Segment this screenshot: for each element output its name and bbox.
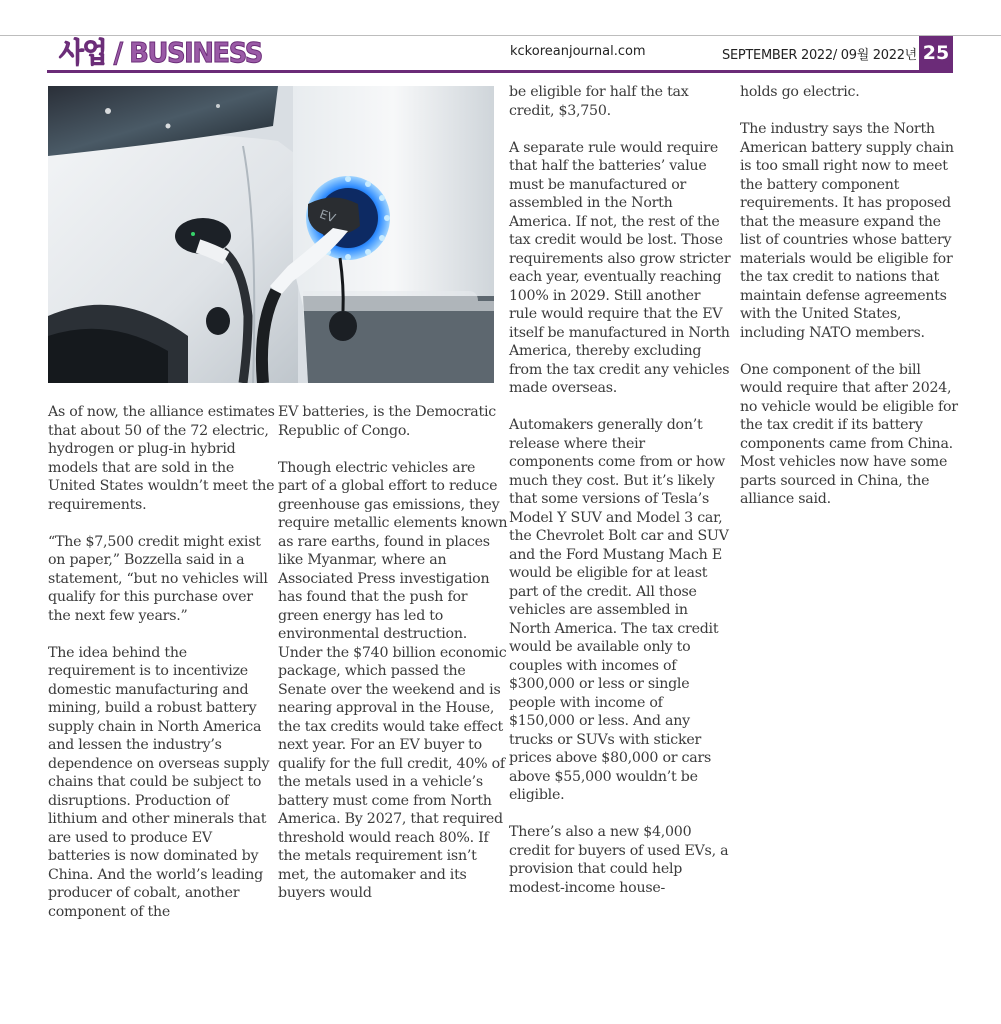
paragraph: A separate rule would require that half the batteries’ value must be manufactured or assembled in the North America. If not, the rest of the tax credit would be lost. Those requirements also grow stricter each year, eventually reaching 100% in 2029. Still another rule would require that the EV itself be manufactured in North America, thereby excluding from the tax credit any vehicles made overseas.	[509, 139, 731, 396]
paragraph: The industry says the North American battery supply chain is too small right now to meet the battery component requirements. It has proposed that the measure expand the list of countries whose battery materials would be eligible for the tax credit to nations that maintain defense agreements with the United States, including NATO members.	[740, 121, 954, 341]
paragraph: holds go electric.	[740, 84, 860, 100]
paragraph: One component of the bill would require that after 2024, no vehicle would be eligible for the tax credit if its battery components came from China. Most vehicles now have some parts sourced in China, the alliance said.	[740, 361, 958, 507]
section-title: 사업 / BUSINESS	[59, 36, 262, 69]
ev-charging-illustration	[48, 86, 494, 383]
issue-date: SEPTEMBER 2022/ 09월 2022년	[722, 48, 917, 63]
paragraph: EV batteries, is the Democratic Republic of Congo.	[278, 404, 496, 439]
site-url[interactable]: kckoreanjournal.com	[510, 44, 646, 59]
paragraph: Under the $740 billion economic package, which passed the Senate over the weekend and is nearing approval in the House, the tax credits would take effect next year. For an EV buyer to qualify for the full credit, 40% of the metals used in a vehicle’s battery must come from North America. By 2027, that required threshold would reach 80%. If the metals requirement isn’t met, the automaker and its buyers would	[278, 644, 507, 901]
paragraph: Though electric vehicles are part of a global effort to reduce greenhouse gas emissions, they require metallic elements known as rare earths, found in places like Myanmar, where an Associated Press investigation has found that the push for green energy has led to environmental destruction.	[278, 459, 508, 642]
paragraph: “The $7,500 credit might exist on paper,” Bozzella said in a statement, “but no vehicles will qualify for this purchase over the next few years.”	[48, 533, 268, 624]
plug-label: EV	[317, 206, 338, 226]
paragraph: be eligible for half the tax credit, $3,750.	[509, 84, 689, 119]
page-number: 25	[919, 36, 953, 70]
article-column-4	[740, 83, 962, 509]
paragraph: There’s also a new $4,000 credit for buyers of used EVs, a provision that could help modest-income house-	[509, 824, 729, 896]
header-rule	[47, 70, 953, 73]
paragraph: As of now, the alliance estimates that about 50 of the 72 electric, hydrogen or plug-in hybrid models that are sold in the United States wouldn’t meet the requirements.	[48, 404, 275, 513]
article-column-2	[278, 403, 508, 903]
paragraph: Automakers generally don’t release where their components come from or how much they cost. But it’s likely that some versions of Tesla’s Model Y SUV and Model 3 car, the Chevrolet Bolt car and SUV and the Ford Mustang Mach E would be eligible for at least part of the credit. All those vehicles are assembled in North America. The tax credit would be available only to couples with incomes of $300,000 or less or single people with income of $150,000 or less. And any trucks or SUVs with sticker prices above $80,000 or cars above $55,000 wouldn’t be eligible.	[509, 417, 729, 803]
article-column-3	[509, 83, 731, 897]
page-header	[47, 36, 953, 70]
ev-charging-photo	[48, 86, 494, 383]
paragraph: The idea behind the requirement is to incentivize domestic manufacturing and mining, build a robust battery supply chain in North America and lessen the industry’s dependence on overseas supply chains that could be subject to disruptions. Production of lithium and other minerals that are used to produce EV batteries is now dominated by China. And the world’s leading producer of cobalt, another component of the	[48, 644, 270, 920]
article-column-1	[48, 403, 278, 921]
